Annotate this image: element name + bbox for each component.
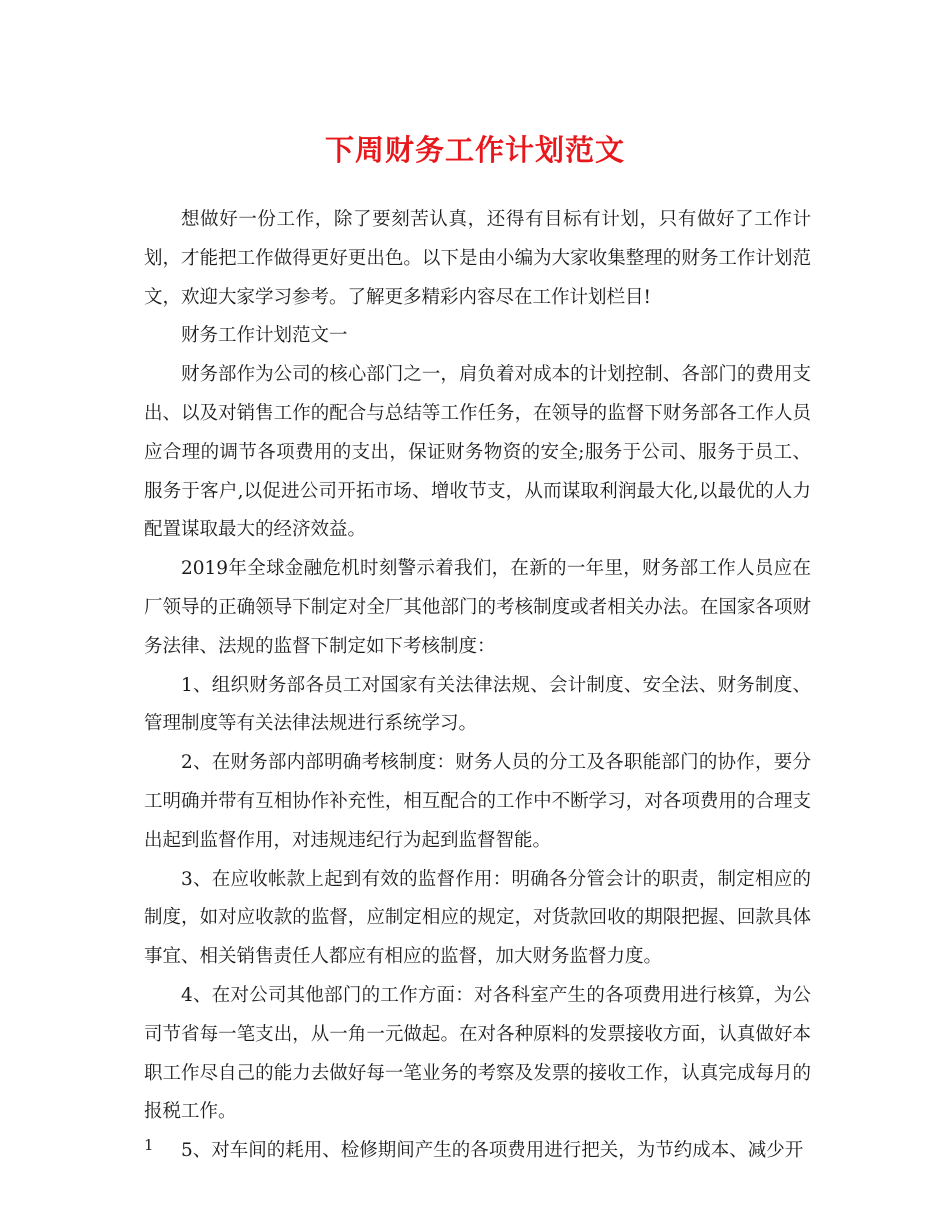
list-item: 4、在对公司其他部门的工作方面：对各科室产生的各项费用进行核算，为公司节省每一笔支出，从一角一元做起。在对各种原料的发票接收方面，认真做好本职工作尽自己的能力去做好每一笔业务的考察及发票的接收工作，认真完成每月的报税工作。 bbox=[144, 984, 811, 1123]
body-paragraph: 财务部作为公司的核心部门之一，肩负着对成本的计划控制、各部门的费用支出、以及对销售工作的配合与总结等工作任务，在领导的监督下财务部各工作人员应合理的调节各项费用的支出，保证财务物资的安全;服务于公司、服务于员工、服务于客户,以促进公司开拓市场、增收节支，从而谋取利润最大化,以最优的人力配置谋取最大的经济效益。 bbox=[144, 364, 811, 541]
list-item: 1、组织财务部各员工对国家有关法律法规、会计制度、安全法、财务制度、管理制度等有关法律法规进行系统学习。 bbox=[144, 674, 811, 735]
page-number: 1 bbox=[144, 1136, 154, 1154]
list-item: 3、在应收帐款上起到有效的监督作用：明确各分管会计的职责，制定相应的制度，如对应收款的监督，应制定相应的规定，对货款回收的期限把握、回款具体事宜、相关销售责任人都应有相应的监督，加大财务监督力度。 bbox=[144, 868, 811, 968]
document-body bbox=[144, 201, 811, 1171]
body-paragraph: 2019年全球金融危机时刻警示着我们，在新的一年里，财务部工作人员应在厂领导的正确领导下制定对全厂其他部门的考核制度或者相关办法。在国家各项财务法律、法规的监督下制定如下考核制度： bbox=[144, 558, 811, 657]
intro-paragraph: 想做好一份工作，除了要刻苦认真，还得有目标有计划，只有做好了工作计划，才能把工作做得更好更出色。以下是由小编为大家收集整理的财务工作计划范文，欢迎大家学习参考。了解更多精彩内容尽在工作计划栏目! bbox=[144, 209, 811, 308]
page-title: 下周财务工作计划范文 bbox=[324, 133, 625, 167]
list-item: 5、对车间的耗用、检修期间产生的各项费用进行把关，为节约成本、减少开 bbox=[181, 1140, 804, 1162]
section-heading: 财务工作计划范文一 bbox=[181, 325, 348, 347]
list-item: 2、在财务部内部明确考核制度：财务人员的分工及各职能部门的协作，要分工明确并带有互相协作补充性，相互配合的工作中不断学习，对各项费用的合理支出起到监督作用，对违规违纪行为起到监督智能。 bbox=[144, 752, 811, 851]
